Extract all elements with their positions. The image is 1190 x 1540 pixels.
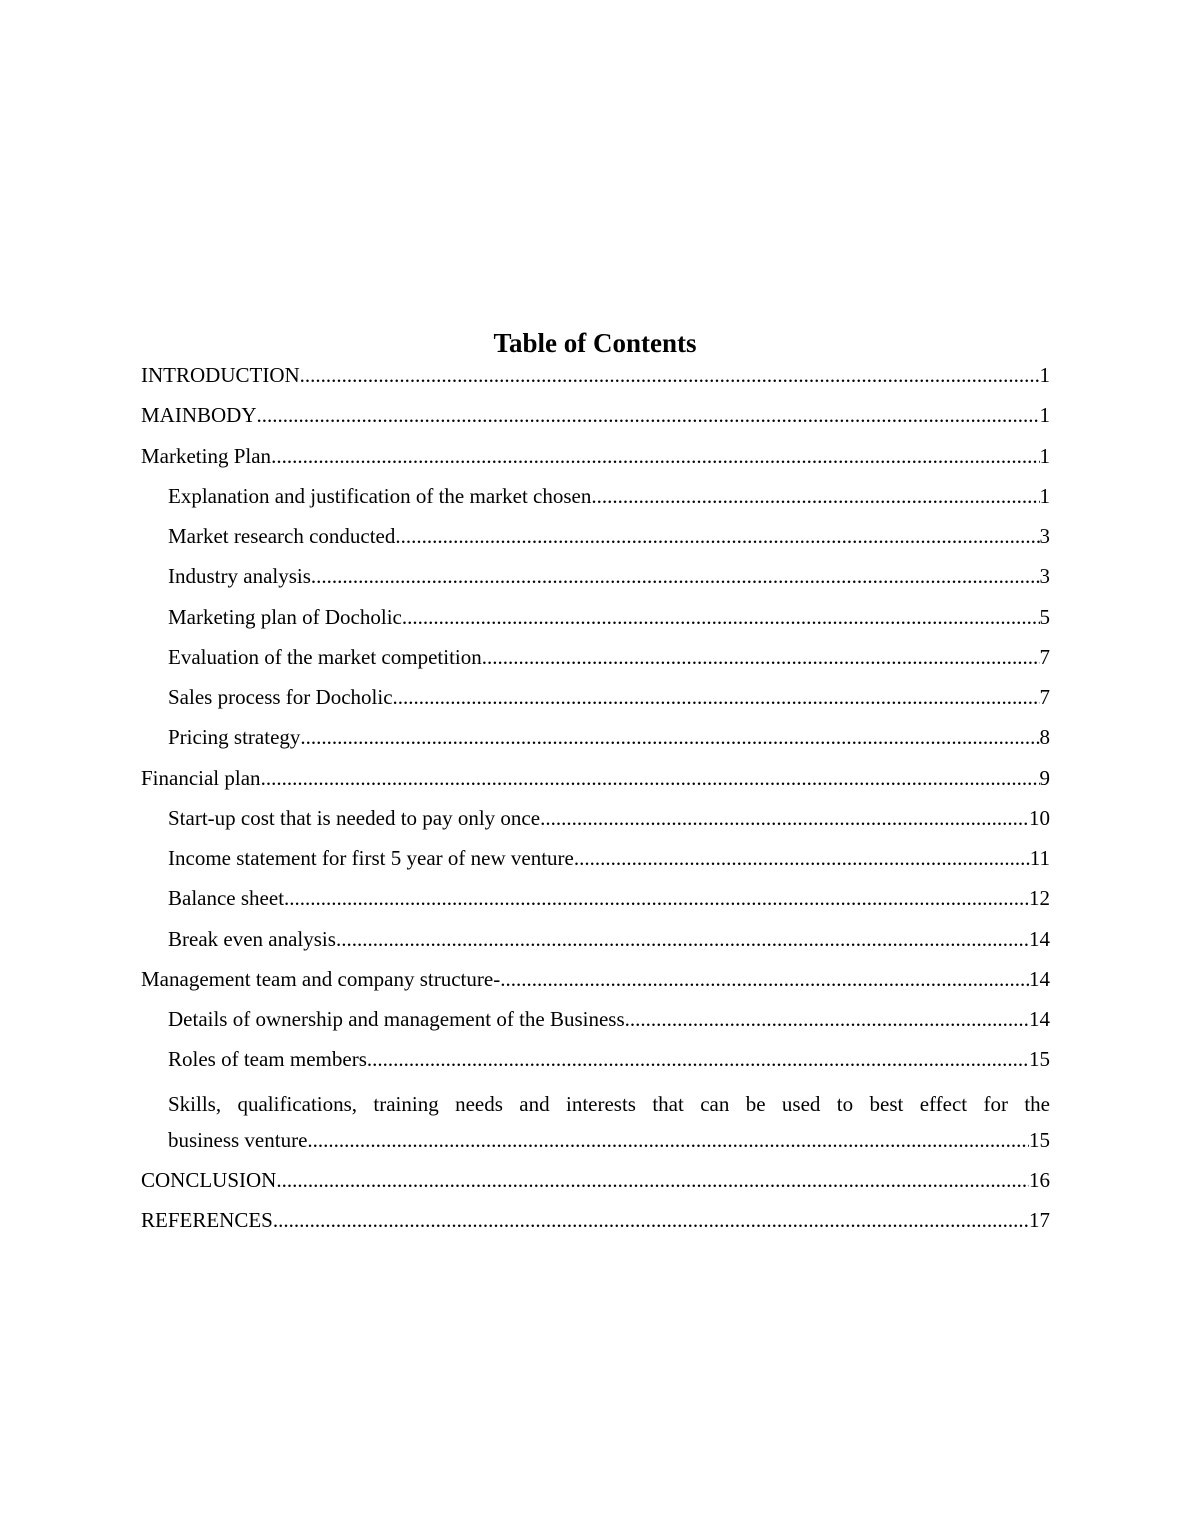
toc-page-number: 1	[1039, 403, 1050, 428]
toc-entry-label: Marketing plan of Docholic	[168, 604, 402, 629]
toc-entry-label: Sales process for Docholic	[168, 685, 393, 709]
toc-leader-dots	[574, 842, 1030, 874]
toc-entry-label: Roles of team members	[168, 1047, 367, 1072]
toc-entry-pricing-strategy[interactable]	[141, 721, 1050, 761]
toc-entry-line2	[168, 1124, 1050, 1164]
toc-page-number: 1	[1039, 363, 1050, 387]
toc-leader-dots	[300, 721, 1039, 753]
toc-entry-label: Balance sheet	[168, 886, 285, 911]
toc-entry-label: Income statement for first 5 year of new venture	[168, 846, 574, 870]
toc-entry-mainbody[interactable]	[141, 399, 1050, 439]
toc-entry-ownership[interactable]	[141, 1003, 1050, 1043]
toc-entry-introduction[interactable]	[141, 359, 1050, 399]
toc-leader-dots	[482, 641, 1040, 673]
toc-entry-label: Marketing Plan	[141, 443, 272, 468]
toc-leader-dots	[284, 882, 1029, 914]
toc-entry-label: Details of ownership and management of the Business	[168, 1007, 625, 1031]
toc-entry-label: Market research conducted	[168, 524, 396, 548]
toc-leader-dots	[393, 681, 1040, 713]
toc-entry-label: CONCLUSION	[141, 1168, 277, 1192]
toc-leader-dots	[395, 520, 1039, 552]
toc-entry-financial-plan[interactable]	[141, 762, 1050, 802]
toc-page-number: 3	[1039, 524, 1050, 548]
toc-entry-label: INTRODUCTION	[141, 363, 300, 387]
toc-entry-references[interactable]	[141, 1204, 1050, 1244]
toc-entry-market-competition[interactable]	[141, 641, 1050, 681]
toc-leader-dots	[402, 601, 1040, 633]
toc-entry-startup-cost[interactable]	[141, 802, 1050, 842]
toc-entry-roles[interactable]	[141, 1043, 1050, 1083]
toc-page-number: 5	[1039, 604, 1050, 629]
toc-leader-dots	[261, 762, 1040, 794]
toc-entry-skills[interactable]	[141, 1084, 1050, 1165]
toc-leader-dots	[591, 480, 1039, 512]
toc-entry-marketing-plan[interactable]	[141, 440, 1050, 480]
toc-entry-income-statement[interactable]	[141, 842, 1050, 882]
toc-entry-label: Financial plan	[141, 765, 261, 790]
toc-entry-label-line2: business venture	[168, 1127, 308, 1152]
toc-leader-dots	[257, 399, 1040, 431]
toc-entry-label: Break even analysis	[168, 926, 336, 951]
toc-page-number: 1	[1039, 443, 1050, 468]
toc-leader-dots	[500, 963, 1029, 995]
toc-entry-market-chosen[interactable]	[141, 480, 1050, 520]
toc-leader-dots	[307, 1124, 1029, 1156]
toc-leader-dots	[625, 1003, 1029, 1035]
toc-entry-label: Evaluation of the market competition	[168, 644, 482, 669]
toc-entry-industry-analysis[interactable]	[141, 560, 1050, 600]
toc-entry-label: Explanation and justification of the market chosen	[168, 483, 592, 508]
toc-title: Table of Contents	[493, 328, 697, 358]
toc-leader-dots	[300, 359, 1040, 391]
toc-entry-market-research[interactable]	[141, 520, 1050, 560]
toc-page-number: 15	[1029, 1127, 1050, 1152]
toc-leader-dots	[540, 802, 1029, 834]
toc-entry-label: Management team and company structure-	[141, 966, 501, 991]
toc-leader-dots	[271, 440, 1039, 472]
toc-entry-marketing-plan-docholic[interactable]	[141, 601, 1050, 641]
toc-leader-dots	[273, 1204, 1029, 1236]
toc-leader-dots	[336, 923, 1029, 955]
toc-entry-break-even[interactable]	[141, 923, 1050, 963]
toc-entry-label: Start-up cost that is needed to pay only once	[168, 805, 541, 830]
toc-page-number: 14	[1029, 966, 1050, 991]
toc-page-number: 16	[1029, 1168, 1050, 1192]
toc-entry-balance-sheet[interactable]	[141, 882, 1050, 922]
toc-entry-management-team[interactable]	[141, 963, 1050, 1003]
toc-entry-conclusion[interactable]	[141, 1164, 1050, 1204]
toc-page-number: 1	[1039, 483, 1050, 508]
toc-list	[141, 359, 1050, 1245]
toc-entry-sales-process[interactable]	[141, 681, 1050, 721]
toc-entry-label: Pricing strategy	[168, 725, 301, 750]
toc-entry-label: REFERENCES	[141, 1208, 273, 1233]
toc-page-number: 17	[1029, 1208, 1050, 1233]
toc-entry-label-line1: Skills, qualifications, training needs and interests that can be used to best effect for the	[168, 1091, 1050, 1116]
toc-page-number: 12	[1029, 886, 1050, 911]
toc-entry-label: MAINBODY	[141, 403, 257, 428]
toc-page-number: 7	[1039, 685, 1050, 709]
toc-page-number: 8	[1039, 725, 1050, 750]
toc-leader-dots	[276, 1164, 1029, 1196]
toc-page-number: 14	[1029, 926, 1050, 951]
toc-leader-dots	[311, 560, 1040, 592]
toc-page-number: 7	[1039, 644, 1050, 669]
toc-page-number: 3	[1039, 564, 1050, 589]
toc-page-number: 10	[1029, 805, 1050, 830]
toc-page-number: 15	[1029, 1047, 1050, 1072]
toc-page-number: 11	[1029, 846, 1050, 870]
toc-entry-label: Industry analysis	[168, 564, 311, 589]
toc-page-number: 9	[1039, 765, 1050, 790]
toc-leader-dots	[367, 1043, 1029, 1075]
toc-page-number: 14	[1029, 1007, 1050, 1031]
